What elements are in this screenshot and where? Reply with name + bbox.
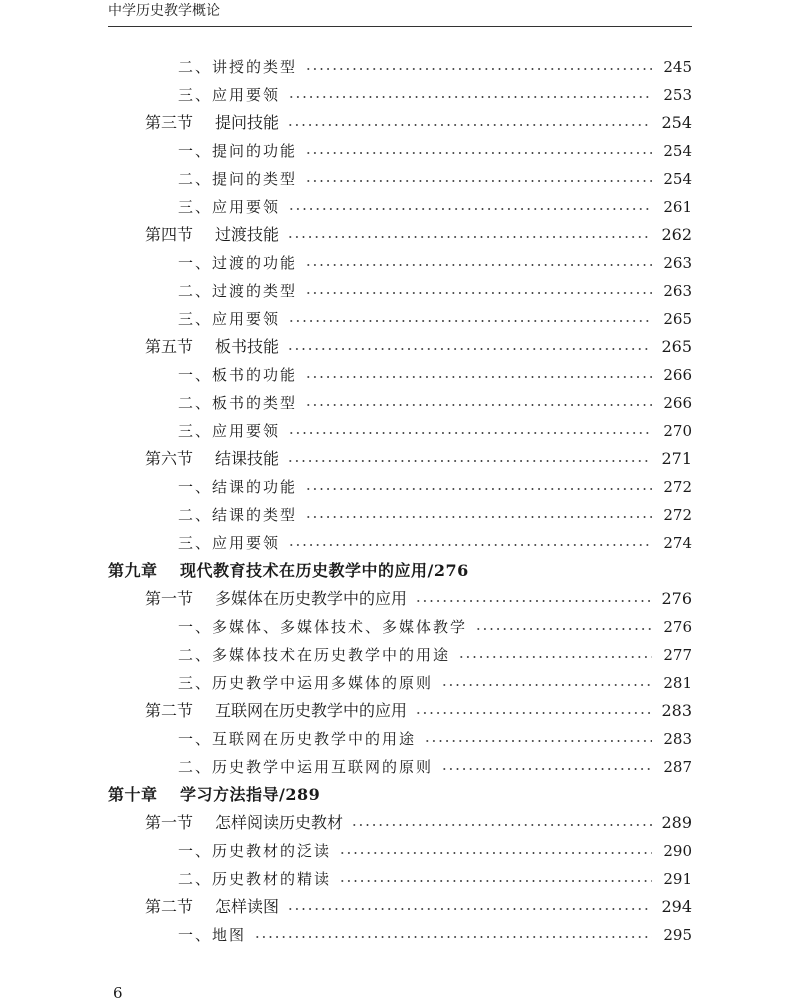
item-title: 二、提问的类型 bbox=[178, 170, 298, 188]
toc-item-row bbox=[108, 193, 692, 221]
toc-page-number: 276 bbox=[661, 589, 692, 608]
dot-leader bbox=[415, 712, 652, 714]
toc-item-row bbox=[108, 669, 692, 697]
item-title: 三、应用要领 bbox=[178, 86, 281, 104]
toc-entry-title bbox=[178, 361, 305, 389]
toc-item-row bbox=[108, 277, 692, 305]
toc-item-row bbox=[108, 501, 692, 529]
section-number: 第五节 bbox=[145, 337, 194, 356]
toc-page-number: 283 bbox=[663, 730, 692, 748]
header-rule bbox=[108, 26, 692, 27]
section-title: 过渡技能 bbox=[215, 225, 280, 244]
toc-chapter-row bbox=[108, 781, 692, 809]
section-number: 第三节 bbox=[145, 113, 194, 132]
toc-section-row bbox=[108, 809, 692, 837]
item-title: 二、过渡的类型 bbox=[178, 282, 298, 300]
toc-page-number: 245 bbox=[663, 58, 692, 76]
dot-leader bbox=[287, 348, 652, 350]
section-title: 板书技能 bbox=[215, 337, 280, 356]
section-title: 怎样读图 bbox=[215, 897, 280, 916]
toc-page-number: 271 bbox=[661, 449, 692, 468]
toc-entry-title bbox=[145, 893, 287, 921]
toc-entry-title bbox=[108, 557, 477, 585]
toc-entry-title bbox=[178, 137, 305, 165]
toc-page-number: 270 bbox=[663, 422, 692, 440]
toc-entry-title bbox=[178, 501, 305, 529]
toc-item-row bbox=[108, 361, 692, 389]
toc-page-number: 265 bbox=[661, 337, 692, 356]
toc-section-row bbox=[108, 697, 692, 725]
toc-entry-title bbox=[178, 837, 339, 865]
toc-entry-title bbox=[178, 641, 458, 669]
toc-item-row bbox=[108, 53, 692, 81]
toc-entry-title bbox=[178, 277, 305, 305]
toc-page-number: 295 bbox=[663, 926, 692, 944]
toc-entry-title bbox=[178, 305, 288, 333]
dot-leader bbox=[305, 152, 652, 154]
toc-page-number: 287 bbox=[663, 758, 692, 776]
dot-leader bbox=[351, 824, 652, 826]
toc-item-row bbox=[108, 725, 692, 753]
dot-leader bbox=[305, 264, 652, 266]
dot-leader bbox=[339, 880, 652, 882]
dot-leader bbox=[415, 600, 652, 602]
item-title: 二、多媒体技术在历史教学中的用途 bbox=[178, 646, 451, 664]
dot-leader bbox=[305, 292, 652, 294]
toc-item-row bbox=[108, 613, 692, 641]
item-title: 三、应用要领 bbox=[178, 534, 281, 552]
toc-section-row bbox=[108, 333, 692, 361]
toc-entry-title bbox=[178, 165, 305, 193]
dot-leader bbox=[288, 320, 652, 322]
toc-entry-title bbox=[145, 333, 287, 361]
toc-entry-title bbox=[178, 249, 305, 277]
toc-page-number: 261 bbox=[663, 198, 692, 216]
item-title: 二、结课的类型 bbox=[178, 506, 298, 524]
dot-leader bbox=[288, 544, 652, 546]
dot-leader bbox=[287, 908, 652, 910]
item-title: 一、历史教材的泛读 bbox=[178, 842, 332, 860]
running-header: 中学历史教学概论 bbox=[108, 3, 220, 19]
section-title: 互联网在历史教学中的应用 bbox=[215, 701, 408, 720]
dot-leader bbox=[287, 124, 652, 126]
toc-page-number: 263 bbox=[663, 254, 692, 272]
toc-item-row bbox=[108, 921, 692, 949]
section-title: 结课技能 bbox=[215, 449, 280, 468]
toc-entry-title bbox=[178, 865, 339, 893]
toc-page-number: 266 bbox=[663, 366, 692, 384]
item-title: 一、板书的功能 bbox=[178, 366, 298, 384]
chapter-number: 第十章 bbox=[108, 785, 158, 804]
item-title: 三、应用要领 bbox=[178, 198, 281, 216]
toc-section-row bbox=[108, 445, 692, 473]
dot-leader bbox=[305, 516, 652, 518]
toc-entry-title bbox=[178, 473, 305, 501]
dot-leader bbox=[424, 740, 652, 742]
toc-entry-title bbox=[178, 529, 288, 557]
toc-entry-title bbox=[178, 921, 254, 949]
toc-page-number: 291 bbox=[663, 870, 692, 888]
toc-item-row bbox=[108, 865, 692, 893]
toc-entry-title bbox=[178, 53, 305, 81]
item-title: 一、过渡的功能 bbox=[178, 254, 298, 272]
toc-entry-title bbox=[145, 809, 351, 837]
toc-entry-title bbox=[145, 109, 287, 137]
dot-leader bbox=[305, 68, 652, 70]
dot-leader bbox=[441, 684, 652, 686]
item-title: 三、应用要领 bbox=[178, 310, 281, 328]
dot-leader bbox=[305, 488, 652, 490]
toc-entry-title bbox=[178, 753, 441, 781]
section-title: 多媒体在历史教学中的应用 bbox=[215, 589, 408, 608]
dot-leader bbox=[305, 180, 652, 182]
dot-leader bbox=[288, 96, 652, 98]
toc-page-number: 289 bbox=[661, 813, 692, 832]
dot-leader bbox=[287, 236, 652, 238]
item-title: 三、历史教学中运用多媒体的原则 bbox=[178, 674, 434, 692]
toc-page-number: 253 bbox=[663, 86, 692, 104]
toc-entry-title bbox=[178, 725, 424, 753]
toc-page-number: 283 bbox=[661, 701, 692, 720]
toc-page-number: 277 bbox=[663, 646, 692, 664]
toc-chapter-row bbox=[108, 557, 692, 585]
table-of-contents bbox=[108, 53, 692, 949]
toc-item-row bbox=[108, 837, 692, 865]
toc-entry-title bbox=[145, 445, 287, 473]
item-title: 一、结课的功能 bbox=[178, 478, 298, 496]
item-title: 一、互联网在历史教学中的用途 bbox=[178, 730, 417, 748]
toc-item-row bbox=[108, 417, 692, 445]
toc-page-number: 254 bbox=[663, 170, 692, 188]
toc-item-row bbox=[108, 641, 692, 669]
section-number: 第一节 bbox=[145, 813, 194, 832]
section-number: 第六节 bbox=[145, 449, 194, 468]
toc-item-row bbox=[108, 165, 692, 193]
toc-page-number: 254 bbox=[661, 113, 692, 132]
toc-item-row bbox=[108, 249, 692, 277]
toc-entry-title bbox=[145, 697, 415, 725]
section-number: 第二节 bbox=[145, 701, 194, 720]
toc-page-number: 254 bbox=[663, 142, 692, 160]
toc-page-number: 272 bbox=[663, 506, 692, 524]
item-title: 一、多媒体、多媒体技术、多媒体教学 bbox=[178, 618, 468, 636]
dot-leader bbox=[254, 936, 652, 938]
toc-entry-title bbox=[145, 221, 287, 249]
dot-leader bbox=[305, 404, 652, 406]
toc-entry-title bbox=[178, 81, 288, 109]
dot-leader bbox=[441, 768, 652, 770]
toc-entry-title bbox=[108, 781, 328, 809]
toc-page-number: 290 bbox=[663, 842, 692, 860]
toc-page-number: 276 bbox=[663, 618, 692, 636]
section-number: 第一节 bbox=[145, 589, 194, 608]
toc-item-row bbox=[108, 81, 692, 109]
toc-page-number: 272 bbox=[663, 478, 692, 496]
item-title: 二、板书的类型 bbox=[178, 394, 298, 412]
toc-entry-title bbox=[178, 389, 305, 417]
toc-item-row bbox=[108, 753, 692, 781]
dot-leader bbox=[475, 628, 652, 630]
chapter-number: 第九章 bbox=[108, 561, 158, 580]
dot-leader bbox=[305, 376, 652, 378]
section-number: 第四节 bbox=[145, 225, 194, 244]
toc-entry-title bbox=[145, 585, 415, 613]
toc-page-number: 281 bbox=[663, 674, 692, 692]
toc-item-row bbox=[108, 529, 692, 557]
item-title: 一、地图 bbox=[178, 926, 247, 944]
toc-entry-title bbox=[178, 613, 475, 641]
toc-item-row bbox=[108, 137, 692, 165]
item-title: 二、历史教学中运用互联网的原则 bbox=[178, 758, 434, 776]
toc-entry-title bbox=[178, 417, 288, 445]
dot-leader bbox=[288, 432, 652, 434]
toc-item-row bbox=[108, 473, 692, 501]
dot-leader bbox=[288, 208, 652, 210]
dot-leader bbox=[339, 852, 652, 854]
item-title: 二、讲授的类型 bbox=[178, 58, 298, 76]
section-title: 提问技能 bbox=[215, 113, 280, 132]
dot-leader bbox=[287, 460, 652, 462]
toc-page-number: 262 bbox=[661, 225, 692, 244]
toc-item-row bbox=[108, 389, 692, 417]
toc-entry-title bbox=[178, 193, 288, 221]
toc-entry-title bbox=[178, 669, 441, 697]
item-title: 三、应用要领 bbox=[178, 422, 281, 440]
toc-section-row bbox=[108, 585, 692, 613]
toc-page-number: 263 bbox=[663, 282, 692, 300]
toc-page-number: 274 bbox=[663, 534, 692, 552]
section-title: 怎样阅读历史教材 bbox=[215, 813, 344, 832]
toc-section-row bbox=[108, 893, 692, 921]
chapter-title: 现代教育技术在历史教学中的应用/276 bbox=[180, 561, 469, 580]
toc-section-row bbox=[108, 109, 692, 137]
toc-item-row bbox=[108, 305, 692, 333]
section-number: 第二节 bbox=[145, 897, 194, 916]
page-number: 6 bbox=[113, 984, 123, 1002]
toc-page-number: 294 bbox=[661, 897, 692, 916]
item-title: 一、提问的功能 bbox=[178, 142, 298, 160]
toc-page-number: 266 bbox=[663, 394, 692, 412]
toc-section-row bbox=[108, 221, 692, 249]
item-title: 二、历史教材的精读 bbox=[178, 870, 332, 888]
toc-page-number: 265 bbox=[663, 310, 692, 328]
dot-leader bbox=[458, 656, 652, 658]
chapter-title: 学习方法指导/289 bbox=[180, 785, 321, 804]
